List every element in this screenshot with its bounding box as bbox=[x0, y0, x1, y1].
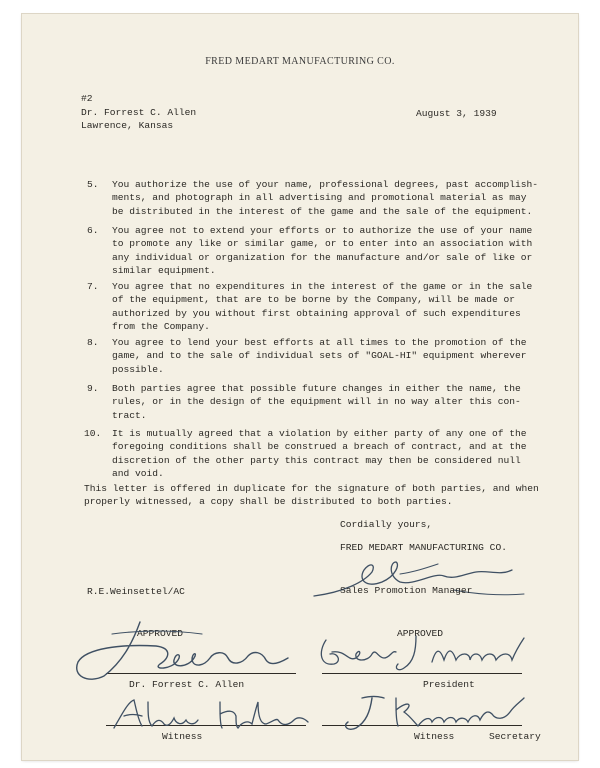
paragraph-number: 9. bbox=[87, 383, 99, 394]
paragraph-line: and void. bbox=[112, 468, 164, 480]
medart-signature bbox=[312, 622, 532, 678]
paragraph-line: any individual or organization for the manufacture and/or sale of like or bbox=[112, 251, 533, 263]
letter-date: August 3, 1939 bbox=[416, 108, 497, 119]
paragraph-9 bbox=[112, 382, 521, 422]
paragraph-line: You agree not to extend your efforts or to authorize the use of your name bbox=[112, 225, 533, 236]
closing-title: Sales Promotion Manager bbox=[340, 585, 473, 596]
approved-label-left: APPROVED bbox=[137, 628, 184, 639]
paragraph-line: be distributed in the interest of the game and the sale of the equipment. bbox=[112, 205, 533, 217]
witness-right-label: Witness bbox=[414, 731, 455, 742]
paragraph-number: 6. bbox=[87, 225, 99, 236]
typist-initials: R.E.Weinsettel/AC bbox=[87, 586, 185, 597]
secretary-label: Secretary bbox=[489, 731, 541, 742]
paragraph-number: 5. bbox=[87, 179, 99, 190]
witness-left-label: Witness bbox=[162, 731, 203, 742]
paragraph-number: 10. bbox=[84, 428, 102, 439]
paragraph-line: similar equipment. bbox=[112, 265, 216, 277]
closing-company: FRED MEDART MANUFACTURING CO. bbox=[340, 542, 507, 553]
paragraph-line: You authorize the use of your name, professional degrees, past accomplish- bbox=[112, 179, 539, 190]
witness-right-signature bbox=[338, 690, 528, 734]
paragraph-line: game, and to the sale of individual sets of "GOAL-HI" equipment wherever bbox=[112, 350, 527, 362]
recipient-name: Dr. Forrest C. Allen bbox=[81, 107, 197, 118]
paragraph-line: You agree to lend your best efforts at all times to the promotion of the bbox=[112, 337, 527, 348]
paragraph-line: authorized by you without first obtaining approval of such expenditures bbox=[112, 307, 521, 319]
paragraph-line: to promote any like or similar game, or to enter into an association with bbox=[112, 238, 533, 250]
recipient-city: Lawrence, Kansas bbox=[81, 120, 174, 131]
paragraph-7 bbox=[112, 280, 533, 334]
paragraph-line: of the equipment, that are to be borne by the Company, will be made or bbox=[112, 294, 516, 306]
paragraph-line: from the Company. bbox=[112, 321, 210, 333]
reference-number: #2 bbox=[81, 93, 93, 104]
paragraph-line: ments, and photograph in all advertising and promotional material as may bbox=[112, 192, 527, 204]
paragraph-line: Both parties agree that possible future changes in either the name, the bbox=[112, 383, 521, 394]
witness-left-signature bbox=[108, 694, 318, 734]
paragraph-line: properly witnessed, a copy shall be distributed to both parties. bbox=[84, 496, 453, 508]
paragraph-number: 8. bbox=[87, 337, 99, 348]
allen-typed-name: Dr. Forrest C. Allen bbox=[129, 679, 245, 690]
paragraph-line: foregoing conditions shall be construed a breach of contract, and at the bbox=[112, 441, 527, 453]
paragraph-line: rules, or in the design of the equipment will in no way alter this con- bbox=[112, 396, 521, 408]
paragraph-line: discretion of the other party this contract may then be considered null bbox=[112, 454, 521, 466]
closing-paragraph bbox=[84, 482, 539, 509]
paragraph-line: possible. bbox=[112, 363, 164, 375]
approved-label-right: APPROVED bbox=[397, 628, 444, 639]
letterhead: FRED MEDART MANUFACTURING CO. bbox=[205, 56, 395, 67]
allen-signature bbox=[52, 614, 302, 684]
letter-page bbox=[22, 14, 578, 760]
paragraph-line: It is mutually agreed that a violation by either party of any one of the bbox=[112, 428, 527, 439]
president-title: President bbox=[423, 679, 475, 690]
paragraph-10 bbox=[112, 427, 527, 481]
paragraph-5 bbox=[112, 178, 539, 218]
paragraph-6 bbox=[112, 224, 533, 278]
closing-salutation: Cordially yours, bbox=[340, 519, 433, 530]
paragraph-line: You agree that no expenditures in the interest of the game or in the sale bbox=[112, 281, 533, 292]
paragraph-number: 7. bbox=[87, 281, 99, 292]
paragraph-line: This letter is offered in duplicate for the signature of both parties, and when bbox=[84, 483, 539, 494]
paragraph-8 bbox=[112, 336, 527, 376]
paragraph-line: tract. bbox=[112, 409, 147, 421]
